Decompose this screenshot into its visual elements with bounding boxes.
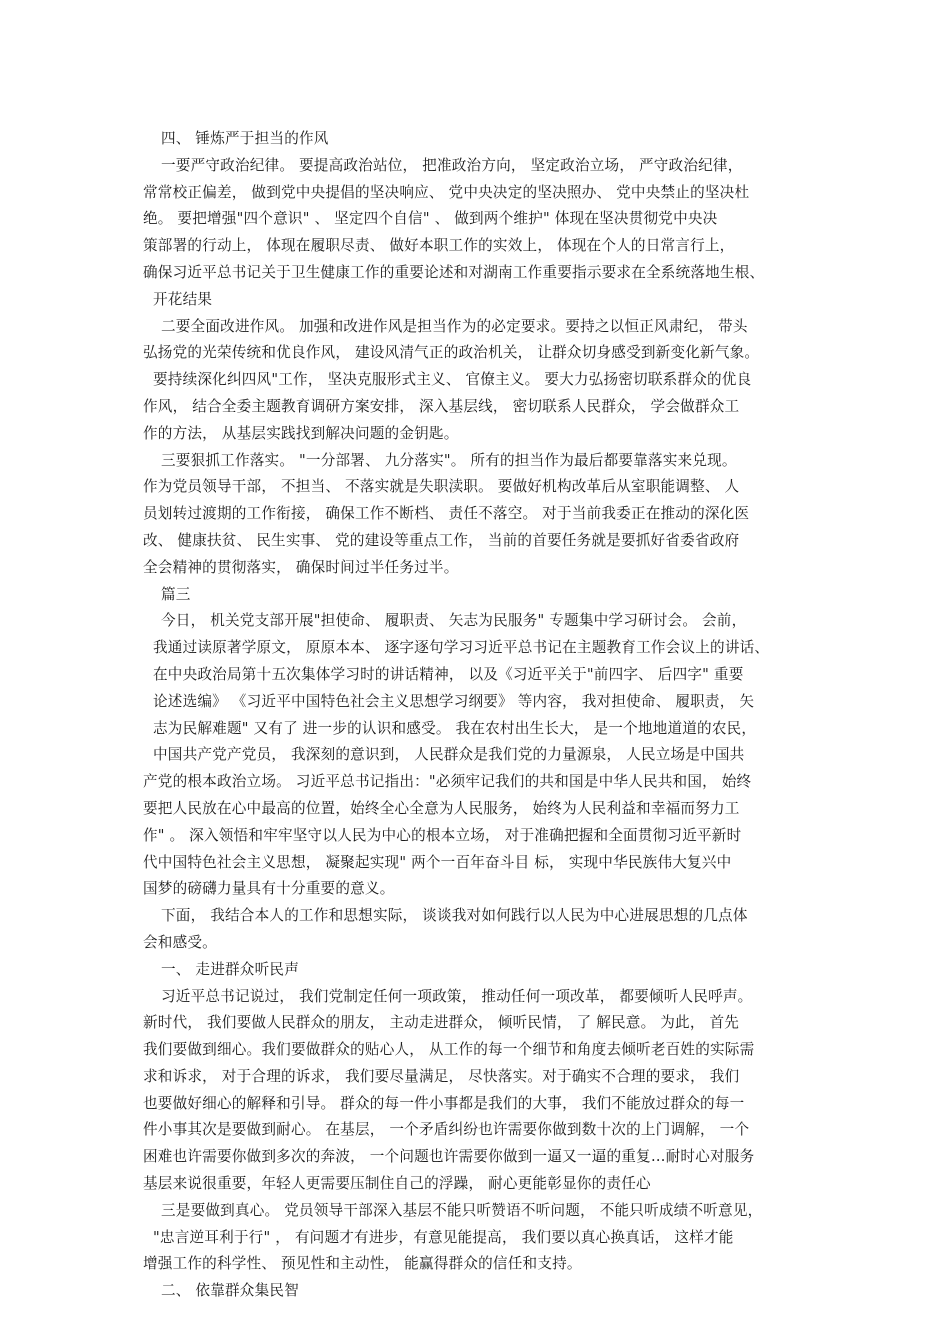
text-line: 我通过读原著学原文， 原原本本、 逐字逐句学习习近平总书记在主题教育工作会议上的讲话、 <box>153 639 770 657</box>
text-line: 作" 。 深入领悟和牢牢坚守以人民为中心的根本立场， 对于准确把握和全面贯彻习近平新时 <box>143 826 742 844</box>
text-line: 篇三 <box>161 585 191 603</box>
text-line: 员划转过渡期的工作衔接， 确保工作不断档、 责任不落空。 对于当前我委正在推动的深化医 <box>143 505 750 523</box>
text-line: 会和感受。 <box>143 933 217 951</box>
text-line: 增强工作的科学性、 预见性和主动性， 能赢得群众的信任和支持。 <box>143 1255 582 1273</box>
text-line: 作风， 结合全委主题教育调研方案安排， 深入基层线， 密切联系人民群众， 学会做群众工 <box>143 397 740 415</box>
text-line: 一要严守政治纪律。 要提高政治站位， 把准政治方向， 坚定政治立场， 严守政治纪律， <box>161 156 743 174</box>
text-line: 基层来说很重要，年轻人更需要压制住自己的浮躁， 耐心更能彰显你的责任心 <box>143 1175 651 1193</box>
text-line: 策部署的行动上， 体现在履职尽责、 做好本职工作的实效上， 体现在个人的日常言行上， <box>143 237 735 255</box>
text-line: 确保习近平总书记关于卫生健康工作的重要论述和对湖南工作重要指示要求在全系统落地生根、 <box>143 263 765 281</box>
text-line: 二要全面改进作风。 加强和改进作风是担当作为的必定要求。要持之以恒正风肃纪， 带头 <box>161 317 748 335</box>
text-line: 要把人民放在心中最高的位置，始终全心全意为人民服务， 始终为人民利益和幸福而努力工 <box>143 799 740 817</box>
text-line: 中国共产党产党员， 我深刻的意识到， 人民群众是我们党的力量源泉， 人民立场是中国共 <box>153 746 745 764</box>
text-line: 作为党员领导干部， 不担当、 不落实就是失职渎职。 要做好机构改革后从室职能调整、 人 <box>143 478 740 496</box>
text-line: 三要狠抓工作落实。 "一分部署、 九分落实"。 所有的担当作为最后都要靠落实来兑现。 <box>161 451 737 469</box>
document-body <box>143 126 823 1305</box>
text-line: 下面， 我结合本人的工作和思想实际， 谈谈我对如何践行以人民为中心进展思想的几点体 <box>161 907 748 925</box>
text-line: "忠言逆耳利于行" ， 有问题才有进步，有意见能提高， 我们要以真心换真话， 这样才能 <box>153 1228 734 1246</box>
text-line: 产党的根本政治立场。 习近平总书记指出："必须牢记我们的共和国是中华人民共和国， 始终 <box>143 773 752 791</box>
text-line: 件小事其次是要做到耐心。 在基层， 一个矛盾纠纷也许需要你做到数十次的上门调解， 一个 <box>143 1121 750 1139</box>
text-line: 要持续深化纠四风"工作， 坚决克服形式主义、 官僚主义。 要大力弘扬密切联系群众的优良 <box>153 371 752 389</box>
text-line: 常常校正偏差， 做到党中央提倡的坚决响应、 党中央决定的坚决照办、 党中央禁止的坚决杜 <box>143 183 750 201</box>
text-line: 全会精神的贯彻落实， 确保时间过半任务过半。 <box>143 558 459 576</box>
text-line: 志为民解难题" 又有了 进一步的认识和感受。 我在农村出生长大， 是一个地地道道的农民， <box>153 719 757 737</box>
text-line: 困难也许需要你做到多次的奔波， 一个问题也许需要你做到一逼又一逼的重复…耐时心对服务 <box>143 1148 755 1166</box>
text-line: 弘扬党的光荣传统和优良作风， 建设风清气正的政治机关， 让群众切身感受到新变化新气象。 <box>143 344 760 362</box>
text-line: 三是要做到真心。 党员领导干部深入基层不能只听赞语不听问题， 不能只听成绩不听意见， <box>161 1201 763 1219</box>
text-line: 论述选编》 《习近平中国特色社会主义思想学习纲要》 等内容， 我对担使命、 履职责， 矢 <box>153 692 755 710</box>
text-line: 习近平总书记说过， 我们党制定任何一项政策， 推动任何一项改革， 都要倾听人民呼声。 <box>161 987 753 1005</box>
text-line: 新时代， 我们要做人民群众的朋友， 主动走进群众， 倾听民情， 了 解民意。 为此， 首先 <box>143 1014 740 1032</box>
text-line: 代中国特色社会主义思想， 凝聚起实现" 两个一百年奋斗目 标， 实现中华民族伟大复兴中 <box>143 853 732 871</box>
section-heading: 一、 走进群众听民声 <box>161 960 299 978</box>
text-line: 今日， 机关党支部开展"担使命、 履职责、 矢志为民服务" 专题集中学习研讨会。 会前， <box>161 612 747 630</box>
text-line: 绝。 要把增强"四个意识" 、 坚定四个自信" 、 做到两个维护" 体现在坚决贯彻党中央决 <box>143 210 718 228</box>
section-heading: 四、 锤炼严于担当的作风 <box>161 130 329 147</box>
text-line: 在中央政治局第十五次集体学习时的讲话精神， 以及《习近平关于"前四字、 后四字" 重要 <box>153 665 744 683</box>
section-heading: 二、 依靠群众集民智 <box>161 1282 299 1300</box>
text-line: 作的方法， 从基层实践找到解决问题的金钥匙。 <box>143 424 459 442</box>
text-line: 也要做好细心的解释和引导。 群众的每一件小事都是我们的大事， 我们不能放过群众的每一 <box>143 1094 745 1112</box>
text-line: 国梦的磅礴力量具有十分重要的意义。 <box>143 880 395 898</box>
text-line: 改、 健康扶贫、 民生实事、 党的建设等重点工作， 当前的首要任务就是要抓好省委省政府 <box>143 531 740 549</box>
text-line: 开花结果 <box>153 290 213 308</box>
text-line: 求和诉求， 对于合理的诉求， 我们要尽量满足， 尽快落实。对于确实不合理的要求， 我们 <box>143 1067 740 1085</box>
text-line: 我们要做到细心。我们要做群众的贴心人， 从工作的每一个细节和角度去倾听老百姓的实际需 <box>143 1041 755 1059</box>
